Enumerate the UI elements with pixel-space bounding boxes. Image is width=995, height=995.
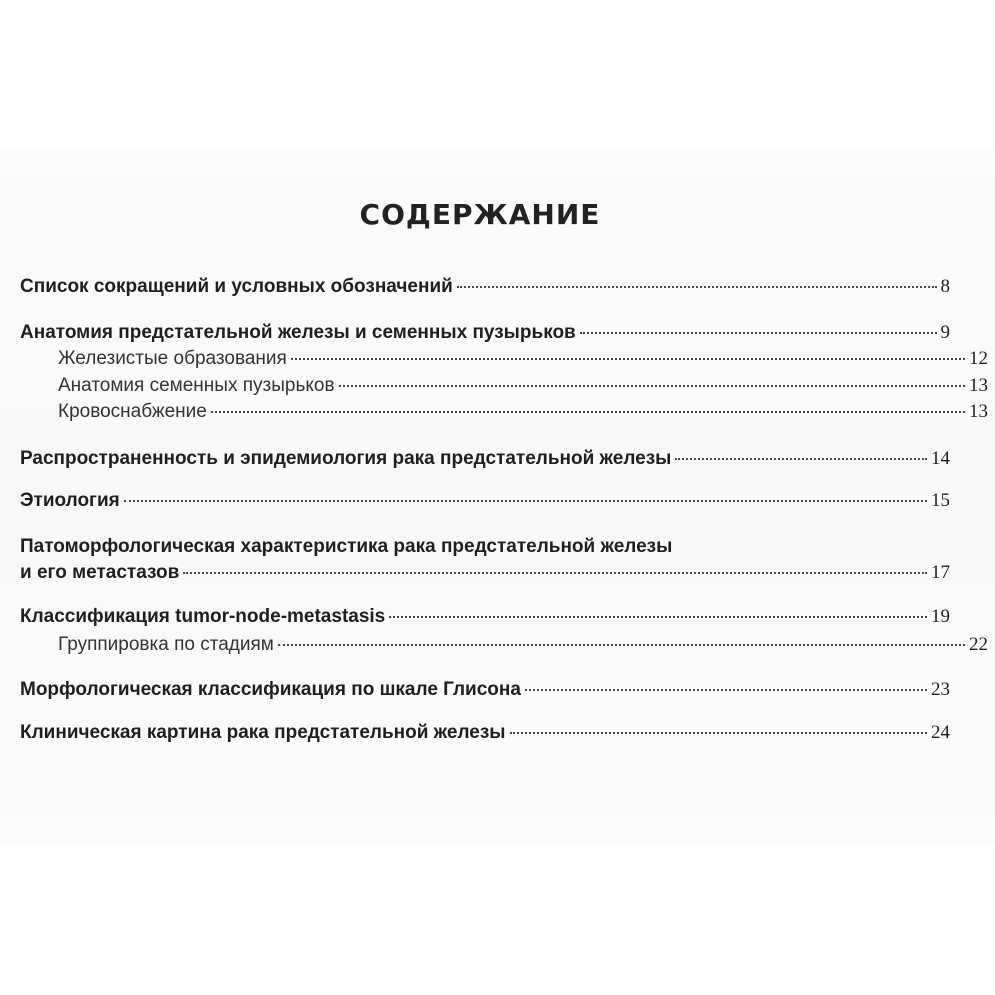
page-title: СОДЕРЖАНИЕ bbox=[359, 198, 601, 231]
toc-entry-label: Анатомия предстательной железы и семенных пузырьков bbox=[20, 322, 576, 343]
toc-entry[interactable] bbox=[20, 448, 950, 470]
toc-page-number: 14 bbox=[931, 448, 950, 469]
dot-leader bbox=[183, 572, 927, 574]
toc-page-number: 24 bbox=[931, 722, 950, 743]
toc-entry-label: Список сокращений и условных обозначений bbox=[20, 276, 453, 297]
toc-entry[interactable] bbox=[20, 562, 950, 584]
toc-entry-label: Группировка по стадиям bbox=[58, 634, 274, 655]
toc-page-number: 23 bbox=[931, 679, 950, 700]
toc-entry-label: Железистые образования bbox=[58, 348, 287, 369]
dot-leader bbox=[675, 458, 927, 460]
toc-entry[interactable] bbox=[20, 322, 950, 344]
toc-page-number: 19 bbox=[931, 606, 950, 627]
toc-page-number: 13 bbox=[969, 375, 988, 396]
dot-leader bbox=[291, 358, 965, 360]
dot-leader bbox=[580, 332, 937, 334]
toc-subentry[interactable] bbox=[20, 401, 988, 423]
toc-entry-label: Распространенность и эпидемиология рака предстательной железы bbox=[20, 448, 672, 469]
toc-entry-label: Клиническая картина рака предстательной железы bbox=[20, 722, 506, 743]
toc-page-number: 15 bbox=[931, 490, 950, 511]
toc-entry[interactable] bbox=[20, 606, 950, 628]
toc-entry-label: Морфологическая классификация по шкале Глисона bbox=[20, 679, 521, 700]
toc-entry-label: Этиология bbox=[20, 490, 120, 511]
dot-leader bbox=[457, 286, 937, 288]
toc-page-number: 17 bbox=[931, 562, 950, 583]
dot-leader bbox=[339, 385, 965, 387]
toc-entry[interactable] bbox=[20, 490, 950, 512]
toc-entry[interactable] bbox=[20, 722, 950, 744]
toc-entry-label: Классификация tumor-node-metastasis bbox=[20, 606, 386, 627]
toc-subentry[interactable] bbox=[20, 375, 988, 397]
dot-leader bbox=[525, 689, 927, 691]
dot-leader bbox=[389, 616, 927, 618]
toc-page-number: 13 bbox=[969, 401, 988, 422]
dot-leader bbox=[124, 500, 927, 502]
dot-leader bbox=[510, 732, 927, 734]
toc-subentry[interactable] bbox=[20, 348, 988, 370]
toc-page-number: 22 bbox=[969, 634, 988, 655]
toc-entry-label: Кровоснабжение bbox=[58, 401, 207, 422]
toc-entry-label: Анатомия семенных пузырьков bbox=[58, 375, 335, 396]
toc-entry-label-line2: и его метастазов bbox=[20, 562, 180, 583]
toc-page-number: 8 bbox=[940, 276, 950, 297]
toc-subentry[interactable] bbox=[20, 634, 988, 656]
toc-page-number: 12 bbox=[969, 348, 988, 369]
toc-page-number: 9 bbox=[940, 322, 950, 343]
toc-entry[interactable] bbox=[20, 276, 950, 298]
dot-leader bbox=[278, 644, 965, 646]
toc-entry[interactable] bbox=[20, 679, 950, 701]
toc-entry-label-line1[interactable]: Патоморфологическая характеристика рака предстательной железы bbox=[20, 536, 673, 557]
dot-leader bbox=[211, 411, 965, 413]
